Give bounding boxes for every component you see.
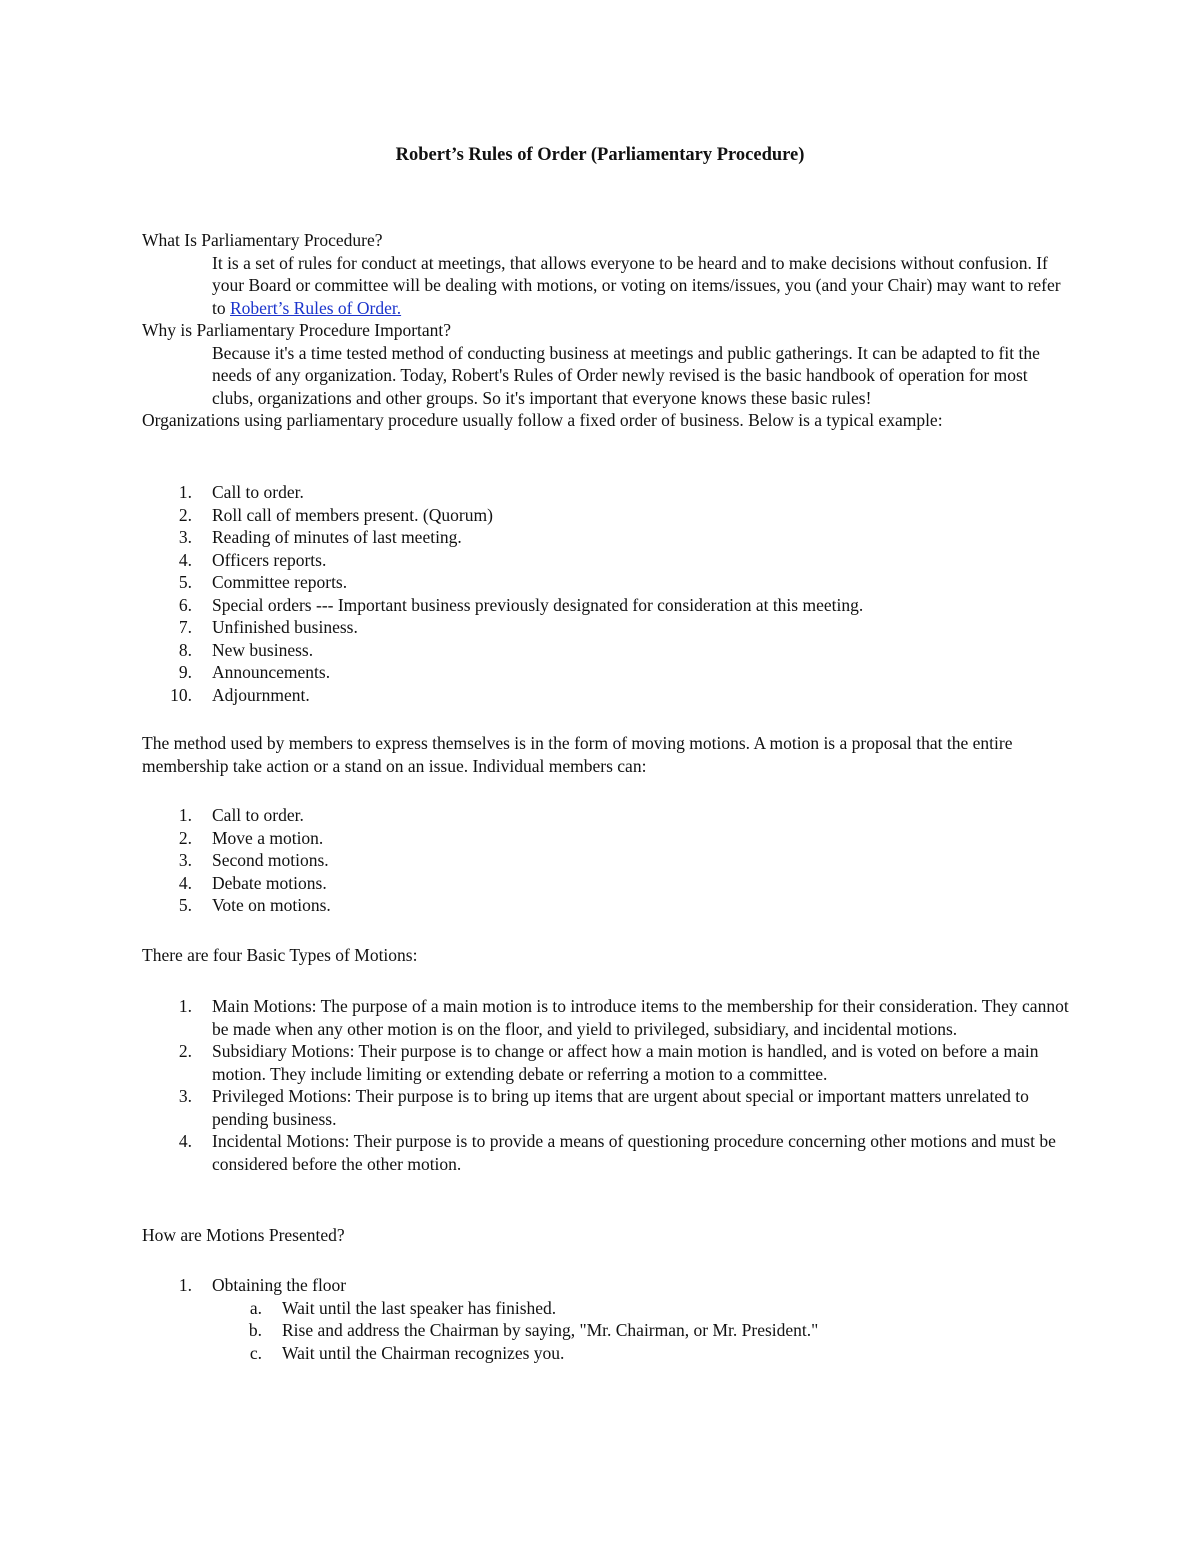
list-item [142,639,1072,662]
member-actions-section [142,804,1072,917]
list-number: 4. [178,1131,192,1151]
sub-list-letter: c. [249,1342,262,1363]
roberts-rules-link[interactable]: Robert’s Rules of Order. [230,297,402,318]
list-item-text: Second motions. [212,850,329,870]
list-item [142,849,1072,872]
order-of-business-list [142,481,1072,706]
answer-why-important: Because it's a time tested method of conducting business at meetings and public gatherings. It can be adapted to fit the needs of any organization. Today, Robert's Rules of Order newly revised is the basic handbook of operation for most clubs, organizations and other groups. So it's important that everyone knows these basic rules! [212,342,1040,408]
sub-list-item [142,1342,1072,1365]
list-number: 1. [178,805,192,825]
list-number: 5. [178,895,192,915]
list-number: 4. [178,872,192,893]
list-item [142,526,1072,549]
list-item [142,684,1072,707]
list-item-text: Reading of minutes of last meeting. [212,527,462,547]
list-item [142,571,1072,594]
list-number: 3. [178,527,192,547]
presented-lead: How are Motions Presented? [142,1225,345,1245]
question-why-important: Why is Parliamentary Procedure Important? [142,320,452,340]
list-item-text: New business. [212,639,314,660]
list-item [142,872,1072,895]
list-number: 8. [178,639,192,660]
list-item [142,1130,1072,1175]
list-item [142,1040,1072,1085]
list-item-text: Obtaining the floor [212,1275,347,1295]
list-item-text: Incidental Motions: Their purpose is to provide a means of questioning procedure concerning other motions and must be considered before the other motion. [212,1131,1056,1174]
list-item [142,827,1072,850]
motions-section [142,732,1072,777]
list-item-text: Subsidiary Motions: Their purpose is to change or affect how a main motion is handled, and is voted on before a main motion. They include limiting or extending debate or referring a motion to a committee. [212,1041,1039,1084]
list-number: 5. [178,572,192,592]
types-lead: There are four Basic Types of Motions: [142,945,418,965]
list-number: 3. [178,1086,192,1106]
list-item-text: Call to order. [212,805,304,825]
question-what-is: What Is Parliamentary Procedure? [142,230,383,250]
list-item [142,995,1072,1040]
list-item-text: Move a motion. [212,827,324,848]
sub-list-item-text: Wait until the Chairman recognizes you. [282,1342,565,1363]
list-item-text: Privileged Motions: Their purpose is to bring up items that are urgent about special or important matters unrelated to pending business. [212,1086,1029,1129]
list-item [142,1085,1072,1130]
types-lead-section [142,944,1072,967]
list-number: 1. [178,1275,192,1295]
answer-what-is [212,252,1072,320]
list-item-text: Announcements. [212,662,331,682]
presented-steps-list [212,1297,1072,1365]
list-item-text: Roll call of members present. (Quorum) [212,504,493,525]
list-number: 4. [178,549,192,570]
list-item [142,1274,1072,1364]
list-number: 7. [178,617,192,637]
list-item [142,804,1072,827]
list-number: 10. [170,684,192,705]
list-item-text: Unfinished business. [212,617,358,637]
list-item-text: Debate motions. [212,872,327,893]
list-item-text: Vote on motions. [212,895,331,915]
list-number: 6. [178,594,192,615]
list-item-text: Committee reports. [212,572,348,592]
presented-section [142,1274,1072,1364]
sub-list-item-text: Rise and address the Chairman by saying, "Mr. Chairman, or Mr. President." [282,1320,819,1340]
order-of-business-section [142,481,1072,706]
list-item [142,549,1072,572]
list-item-text: Call to order. [212,482,304,502]
motions-lead: The method used by members to express themselves is in the form of moving motions. A motion is a proposal that the entire membership take action or a stand on an issue. Individual members can: [142,733,1013,776]
motion-types-section [142,995,1072,1175]
list-item-text: Officers reports. [212,549,327,570]
sub-list-item-text: Wait until the last speaker has finished. [282,1297,557,1318]
list-number: 2. [178,827,192,848]
presented-lead-section [142,1224,1072,1247]
list-number: 1. [178,996,192,1016]
presented-list [142,1274,1072,1364]
page-title: Robert’s Rules of Order (Parliamentary Procedure) [395,145,805,165]
list-number: 2. [178,1041,192,1061]
sub-list-letter: b. [248,1320,262,1340]
list-item [142,504,1072,527]
sub-list-letter: a. [249,1297,262,1318]
list-number: 2. [178,504,192,525]
list-item [142,894,1072,917]
intro-section [142,229,1072,432]
list-item [142,616,1072,639]
motion-types-list [142,995,1072,1175]
sub-list-item [142,1319,1072,1342]
list-item-text: Main Motions: The purpose of a main motion is to introduce items to the membership for their consideration. They cannot be made when any other motion is on the floor, and yield to privileged, subsidiary, and incidental motions. [212,996,1069,1039]
list-item-text: Special orders --- Important business previously designated for consideration at this meeting. [212,594,864,615]
list-number: 3. [178,850,192,870]
member-actions-list [142,804,1072,917]
list-item [142,661,1072,684]
list-number: 9. [178,662,192,682]
answer-what-is-text: It is a set of rules for conduct at meetings, that allows everyone to be heard and to make decisions without confusion. If your Board or committee will be dealing with motions, or voting on items/issues, you (and your Chair) may want to refer to [212,252,1061,318]
order-of-business-lead: Organizations using parliamentary procedure usually follow a fixed order of business. Below is a typical example: [142,410,943,430]
sub-list-item [142,1297,1072,1320]
list-item-text: Adjournment. [212,684,310,705]
list-item [142,594,1072,617]
list-item [142,481,1072,504]
list-number: 1. [178,482,192,502]
